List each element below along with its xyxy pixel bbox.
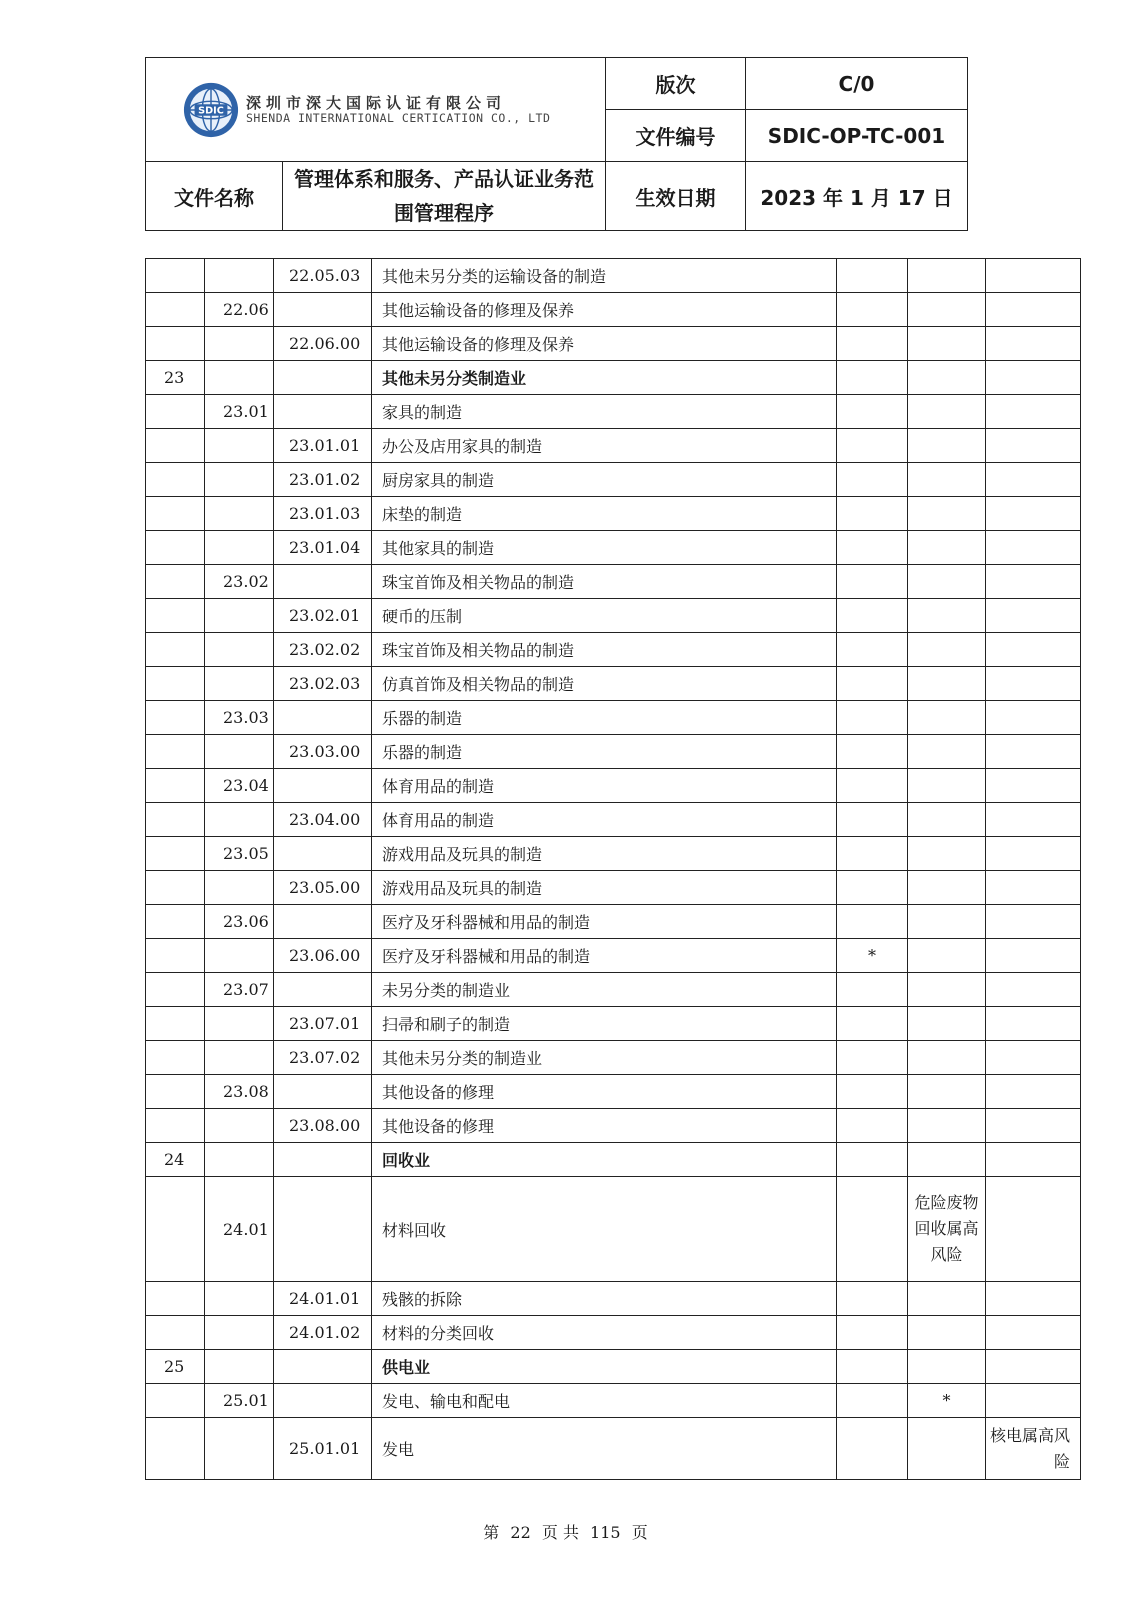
cell-c1 xyxy=(146,701,205,735)
cell-c1 xyxy=(146,1075,205,1109)
page-total: 115 xyxy=(590,1523,621,1542)
cell-c5 xyxy=(837,599,908,633)
table-row xyxy=(146,837,1081,871)
cell-c3 xyxy=(274,701,372,735)
cell-c3: 23.06.00 xyxy=(274,939,372,973)
table-row xyxy=(146,1007,1081,1041)
document-header xyxy=(145,57,968,231)
cell-c7 xyxy=(986,429,1081,463)
cell-c3: 24.01.02 xyxy=(274,1316,372,1350)
cell-c4: 医疗及牙科器械和用品的制造 xyxy=(372,939,837,973)
cell-c3: 23.03.00 xyxy=(274,735,372,769)
cell-c6 xyxy=(908,599,986,633)
cell-c4: 医疗及牙科器械和用品的制造 xyxy=(372,905,837,939)
cell-c1 xyxy=(146,905,205,939)
cell-c6 xyxy=(908,973,986,1007)
cell-c7 xyxy=(986,1109,1081,1143)
cell-c4: 残骸的拆除 xyxy=(372,1282,837,1316)
cell-c5 xyxy=(837,1143,908,1177)
cell-c7 xyxy=(986,769,1081,803)
version-value: C/0 xyxy=(746,58,968,110)
cell-c7 xyxy=(986,939,1081,973)
page-footer xyxy=(0,1520,1131,1543)
cell-c3: 22.06.00 xyxy=(274,327,372,361)
cell-c3 xyxy=(274,1075,372,1109)
cell-c5 xyxy=(837,1282,908,1316)
cell-c3 xyxy=(274,1143,372,1177)
cell-c4: 硬币的压制 xyxy=(372,599,837,633)
cell-c4: 发电、输电和配电 xyxy=(372,1384,837,1418)
cell-c1 xyxy=(146,1041,205,1075)
cell-c5 xyxy=(837,973,908,1007)
cell-c6 xyxy=(908,1109,986,1143)
table-row xyxy=(146,565,1081,599)
cell-c3: 24.01.01 xyxy=(274,1282,372,1316)
cell-c1 xyxy=(146,667,205,701)
table-row xyxy=(146,735,1081,769)
cell-c1 xyxy=(146,1007,205,1041)
cell-c4: 其他未另分类的运输设备的制造 xyxy=(372,259,837,293)
cell-c7 xyxy=(986,1316,1081,1350)
cell-c4: 乐器的制造 xyxy=(372,735,837,769)
cell-c1 xyxy=(146,735,205,769)
version-label: 版次 xyxy=(606,58,746,110)
cell-c1: 25 xyxy=(146,1350,205,1384)
table-row xyxy=(146,1177,1081,1282)
cell-c3 xyxy=(274,769,372,803)
cell-c2 xyxy=(205,1350,274,1384)
cell-c5 xyxy=(837,1350,908,1384)
cell-c1 xyxy=(146,1418,205,1480)
cell-c3 xyxy=(274,973,372,1007)
cell-c6 xyxy=(908,1418,986,1480)
cell-c1 xyxy=(146,973,205,1007)
cell-c1 xyxy=(146,293,205,327)
cell-c2 xyxy=(205,871,274,905)
cell-c6 xyxy=(908,327,986,361)
cell-c4: 材料的分类回收 xyxy=(372,1316,837,1350)
cell-c2 xyxy=(205,259,274,293)
cell-c1 xyxy=(146,803,205,837)
cell-c1 xyxy=(146,463,205,497)
cell-c5 xyxy=(837,667,908,701)
globe-logo-icon xyxy=(182,81,240,139)
cell-c5 xyxy=(837,327,908,361)
cell-c6 xyxy=(908,1075,986,1109)
cell-c6 xyxy=(908,939,986,973)
cell-c2 xyxy=(205,1143,274,1177)
cell-c2: 23.02 xyxy=(205,565,274,599)
cell-c2 xyxy=(205,735,274,769)
cell-c7 xyxy=(986,531,1081,565)
cell-c2: 23.07 xyxy=(205,973,274,1007)
cell-c6 xyxy=(908,429,986,463)
cell-c2 xyxy=(205,531,274,565)
cell-c3 xyxy=(274,905,372,939)
table-row xyxy=(146,599,1081,633)
table-row xyxy=(146,1282,1081,1316)
cell-c4: 其他运输设备的修理及保养 xyxy=(372,327,837,361)
cell-c6 xyxy=(908,531,986,565)
table-row xyxy=(146,463,1081,497)
cell-c6 xyxy=(908,565,986,599)
page-mid: 页 共 xyxy=(541,1523,579,1542)
cell-c2: 24.01 xyxy=(205,1177,274,1282)
table-row xyxy=(146,497,1081,531)
cell-c5 xyxy=(837,1007,908,1041)
logo-text: SDIC xyxy=(198,104,224,116)
company-name-cn: 深圳市深大国际认证有限公司 xyxy=(246,93,507,112)
table-row xyxy=(146,973,1081,1007)
page-current: 22 xyxy=(510,1523,531,1542)
cell-c6 xyxy=(908,361,986,395)
cell-c6 xyxy=(908,259,986,293)
cell-c5 xyxy=(837,1177,908,1282)
cell-c7 xyxy=(986,497,1081,531)
cell-c1 xyxy=(146,1177,205,1282)
cell-c1 xyxy=(146,837,205,871)
cell-c7 xyxy=(986,667,1081,701)
cell-c5 xyxy=(837,1041,908,1075)
cell-c7 xyxy=(986,1177,1081,1282)
table-row xyxy=(146,667,1081,701)
cell-c4: 体育用品的制造 xyxy=(372,769,837,803)
cell-c3: 23.05.00 xyxy=(274,871,372,905)
table-row xyxy=(146,1109,1081,1143)
cell-c4: 扫帚和刷子的制造 xyxy=(372,1007,837,1041)
company-logo-cell xyxy=(146,58,606,162)
cell-c3 xyxy=(274,565,372,599)
cell-c4: 床垫的制造 xyxy=(372,497,837,531)
cell-c5 xyxy=(837,395,908,429)
cell-c6 xyxy=(908,1041,986,1075)
cell-c5 xyxy=(837,565,908,599)
cell-c7 xyxy=(986,1282,1081,1316)
table-row xyxy=(146,939,1081,973)
cell-c4: 体育用品的制造 xyxy=(372,803,837,837)
cell-c4: 乐器的制造 xyxy=(372,701,837,735)
cell-c1 xyxy=(146,531,205,565)
cell-c1 xyxy=(146,1384,205,1418)
cell-c3: 23.01.02 xyxy=(274,463,372,497)
cell-c1 xyxy=(146,633,205,667)
cell-c6 xyxy=(908,633,986,667)
table-row xyxy=(146,1418,1081,1480)
cell-c7 xyxy=(986,871,1081,905)
cell-c5 xyxy=(837,1109,908,1143)
table-row xyxy=(146,871,1081,905)
cell-c3: 23.07.01 xyxy=(274,1007,372,1041)
cell-c7 xyxy=(986,1041,1081,1075)
cell-c7 xyxy=(986,259,1081,293)
cell-c2 xyxy=(205,939,274,973)
cell-c3: 23.02.02 xyxy=(274,633,372,667)
cell-c5 xyxy=(837,1075,908,1109)
cell-c4: 其他未另分类制造业 xyxy=(372,361,837,395)
cell-c5 xyxy=(837,633,908,667)
cell-c5 xyxy=(837,735,908,769)
table-row xyxy=(146,531,1081,565)
cell-c6 xyxy=(908,497,986,531)
table-row xyxy=(146,395,1081,429)
cell-c6 xyxy=(908,463,986,497)
cell-c2 xyxy=(205,1109,274,1143)
cell-c5 xyxy=(837,1384,908,1418)
cell-c2: 23.03 xyxy=(205,701,274,735)
cell-c6 xyxy=(908,395,986,429)
cell-c7 xyxy=(986,1384,1081,1418)
doc-name-value: 管理体系和服务、产品认证业务范围管理程序 xyxy=(283,162,606,231)
cell-c5 xyxy=(837,837,908,871)
cell-c3 xyxy=(274,1384,372,1418)
cell-c7 xyxy=(986,1143,1081,1177)
cell-c3: 25.01.01 xyxy=(274,1418,372,1480)
doc-number-value: SDIC-OP-TC-001 xyxy=(746,110,968,162)
cell-c5 xyxy=(837,259,908,293)
cell-c4: 珠宝首饰及相关物品的制造 xyxy=(372,565,837,599)
cell-c6 xyxy=(908,1350,986,1384)
cell-c7 xyxy=(986,565,1081,599)
cell-c6 xyxy=(908,769,986,803)
cell-c1 xyxy=(146,429,205,463)
cell-c7 xyxy=(986,395,1081,429)
cell-c7 xyxy=(986,973,1081,1007)
cell-c2 xyxy=(205,633,274,667)
table-row xyxy=(146,1384,1081,1418)
table-row xyxy=(146,1075,1081,1109)
doc-name-label: 文件名称 xyxy=(146,162,283,231)
cell-c3: 23.07.02 xyxy=(274,1041,372,1075)
cell-c4: 其他家具的制造 xyxy=(372,531,837,565)
cell-c3: 23.04.00 xyxy=(274,803,372,837)
cell-c1 xyxy=(146,1316,205,1350)
cell-c1 xyxy=(146,939,205,973)
cell-c2 xyxy=(205,1316,274,1350)
table-row xyxy=(146,361,1081,395)
cell-c2: 25.01 xyxy=(205,1384,274,1418)
table-row xyxy=(146,1350,1081,1384)
cell-c5 xyxy=(837,803,908,837)
cell-c7 xyxy=(986,1350,1081,1384)
cell-c4: 发电 xyxy=(372,1418,837,1480)
cell-c6 xyxy=(908,1316,986,1350)
cell-c5 xyxy=(837,871,908,905)
cell-c7 xyxy=(986,905,1081,939)
cell-c4: 其他设备的修理 xyxy=(372,1109,837,1143)
cell-c6: 危险废物回收属高风险 xyxy=(908,1177,986,1282)
page-prefix: 第 xyxy=(483,1523,500,1542)
cell-c5 xyxy=(837,497,908,531)
cell-c3: 23.01.03 xyxy=(274,497,372,531)
effective-date-label: 生效日期 xyxy=(606,162,746,231)
cell-c3: 23.02.01 xyxy=(274,599,372,633)
cell-c5 xyxy=(837,293,908,327)
cell-c3 xyxy=(274,361,372,395)
cell-c7 xyxy=(986,599,1081,633)
table-row xyxy=(146,905,1081,939)
cell-c6 xyxy=(908,1282,986,1316)
cell-c7 xyxy=(986,361,1081,395)
cell-c3 xyxy=(274,1177,372,1282)
cell-c4: 珠宝首饰及相关物品的制造 xyxy=(372,633,837,667)
cell-c1 xyxy=(146,769,205,803)
scope-table xyxy=(145,258,1081,1480)
cell-c6 xyxy=(908,1143,986,1177)
cell-c5 xyxy=(837,1316,908,1350)
cell-c5 xyxy=(837,361,908,395)
cell-c1: 23 xyxy=(146,361,205,395)
cell-c2: 23.04 xyxy=(205,769,274,803)
cell-c1 xyxy=(146,871,205,905)
cell-c4: 其他未另分类的制造业 xyxy=(372,1041,837,1075)
cell-c6 xyxy=(908,293,986,327)
cell-c3 xyxy=(274,395,372,429)
cell-c4: 供电业 xyxy=(372,1350,837,1384)
cell-c2: 23.01 xyxy=(205,395,274,429)
cell-c2 xyxy=(205,803,274,837)
cell-c1: 24 xyxy=(146,1143,205,1177)
cell-c6 xyxy=(908,803,986,837)
cell-c3 xyxy=(274,1350,372,1384)
cell-c4: 厨房家具的制造 xyxy=(372,463,837,497)
cell-c3 xyxy=(274,293,372,327)
page-suffix: 页 xyxy=(631,1523,648,1542)
cell-c7 xyxy=(986,293,1081,327)
cell-c5 xyxy=(837,769,908,803)
cell-c6 xyxy=(908,837,986,871)
cell-c2 xyxy=(205,327,274,361)
cell-c5 xyxy=(837,1418,908,1480)
cell-c1 xyxy=(146,327,205,361)
table-row xyxy=(146,259,1081,293)
cell-c2: 23.05 xyxy=(205,837,274,871)
cell-c6 xyxy=(908,735,986,769)
cell-c7 xyxy=(986,803,1081,837)
cell-c3: 23.08.00 xyxy=(274,1109,372,1143)
cell-c3: 23.01.01 xyxy=(274,429,372,463)
cell-c5 xyxy=(837,429,908,463)
table-row xyxy=(146,1143,1081,1177)
cell-c4: 其他运输设备的修理及保养 xyxy=(372,293,837,327)
table-row xyxy=(146,633,1081,667)
cell-c7 xyxy=(986,633,1081,667)
cell-c3: 23.02.03 xyxy=(274,667,372,701)
cell-c4: 仿真首饰及相关物品的制造 xyxy=(372,667,837,701)
cell-c2 xyxy=(205,599,274,633)
cell-c4: 游戏用品及玩具的制造 xyxy=(372,837,837,871)
company-name-en: SHENDA INTERNATIONAL CERTICATION CO., LTD xyxy=(246,110,551,125)
cell-c5 xyxy=(837,701,908,735)
cell-c2 xyxy=(205,429,274,463)
cell-c2 xyxy=(205,361,274,395)
cell-c4: 家具的制造 xyxy=(372,395,837,429)
cell-c7: 核电属高风险 xyxy=(986,1418,1081,1480)
table-row xyxy=(146,327,1081,361)
cell-c3 xyxy=(274,837,372,871)
cell-c2 xyxy=(205,1282,274,1316)
cell-c2: 23.06 xyxy=(205,905,274,939)
table-row xyxy=(146,701,1081,735)
cell-c6: * xyxy=(908,1384,986,1418)
cell-c6 xyxy=(908,905,986,939)
cell-c5 xyxy=(837,463,908,497)
cell-c4: 材料回收 xyxy=(372,1177,837,1282)
doc-number-label: 文件编号 xyxy=(606,110,746,162)
cell-c1 xyxy=(146,259,205,293)
table-row xyxy=(146,769,1081,803)
table-row xyxy=(146,429,1081,463)
cell-c6 xyxy=(908,871,986,905)
cell-c2: 22.06 xyxy=(205,293,274,327)
cell-c2 xyxy=(205,1418,274,1480)
cell-c6 xyxy=(908,701,986,735)
cell-c1 xyxy=(146,395,205,429)
cell-c1 xyxy=(146,1282,205,1316)
cell-c3: 22.05.03 xyxy=(274,259,372,293)
cell-c6 xyxy=(908,667,986,701)
cell-c2 xyxy=(205,463,274,497)
cell-c2: 23.08 xyxy=(205,1075,274,1109)
table-row xyxy=(146,803,1081,837)
cell-c1 xyxy=(146,1109,205,1143)
table-row xyxy=(146,1316,1081,1350)
table-row xyxy=(146,293,1081,327)
cell-c7 xyxy=(986,701,1081,735)
cell-c4: 办公及店用家具的制造 xyxy=(372,429,837,463)
cell-c2 xyxy=(205,497,274,531)
cell-c7 xyxy=(986,1007,1081,1041)
cell-c3: 23.01.04 xyxy=(274,531,372,565)
cell-c7 xyxy=(986,327,1081,361)
cell-c2 xyxy=(205,1041,274,1075)
cell-c6 xyxy=(908,1007,986,1041)
cell-c5: * xyxy=(837,939,908,973)
cell-c1 xyxy=(146,497,205,531)
cell-c7 xyxy=(986,1075,1081,1109)
cell-c7 xyxy=(986,463,1081,497)
cell-c7 xyxy=(986,735,1081,769)
effective-date-value: 2023 年 1 月 17 日 xyxy=(746,162,968,231)
cell-c5 xyxy=(837,905,908,939)
cell-c7 xyxy=(986,837,1081,871)
cell-c4: 未另分类的制造业 xyxy=(372,973,837,1007)
cell-c2 xyxy=(205,1007,274,1041)
cell-c4: 游戏用品及玩具的制造 xyxy=(372,871,837,905)
cell-c5 xyxy=(837,531,908,565)
cell-c1 xyxy=(146,599,205,633)
table-row xyxy=(146,1041,1081,1075)
cell-c4: 回收业 xyxy=(372,1143,837,1177)
cell-c4: 其他设备的修理 xyxy=(372,1075,837,1109)
cell-c2 xyxy=(205,667,274,701)
cell-c1 xyxy=(146,565,205,599)
